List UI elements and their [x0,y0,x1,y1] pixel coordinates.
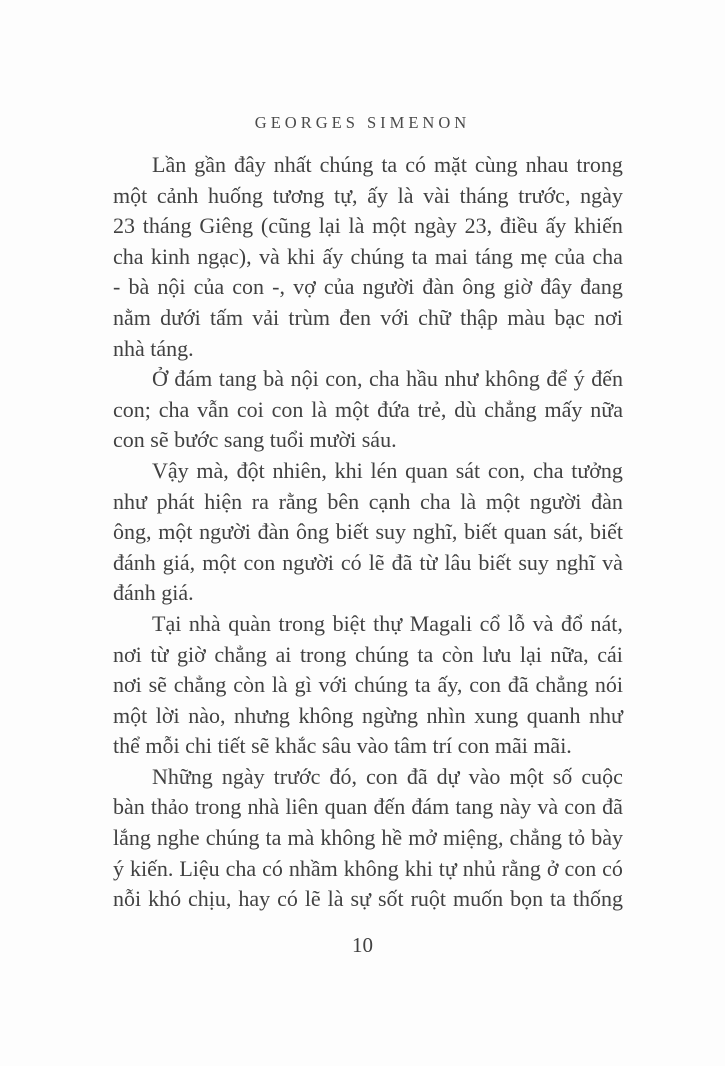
paragraph [113,456,623,609]
text-line: một cảnh huống tương tự, ấy là vài tháng trước, ngày [113,182,623,208]
text-line: Vậy mà, đột nhiên, khi lén quan sát con, cha tưởng [152,457,623,483]
text-line: Tại nhà quàn trong biệt thự Magali cổ lỗ và đổ nát, [152,610,623,636]
page-number: 10 [352,933,373,957]
text-line: đánh giá, một con người có lẽ đã từ lâu biết suy nghĩ và [113,549,623,575]
text-line: đánh giá. [113,580,194,606]
text-line: nỗi khó chịu, hay có lẽ là sự sốt ruột muốn bọn ta thống [113,886,623,912]
text-line: - bà nội của con -, vợ của người đàn ông giờ đây đang [113,274,623,300]
paragraph [113,364,623,456]
text-line: cha kinh ngạc), và khi ấy chúng ta mai táng mẹ của cha [113,243,623,269]
text-line: một lời nào, nhưng không ngừng nhìn xung quanh như [113,702,623,728]
body-text [113,150,623,915]
text-line: nằm dưới tấm vải trùm đen với chữ thập màu bạc nơi [113,304,623,330]
text-line: như phát hiện ra rằng bên cạnh cha là một người đàn [113,488,623,514]
text-line: 23 tháng Giêng (cũng lại là một ngày 23, điều ấy khiến [113,213,623,239]
text-line: nơi sẽ chẳng còn là gì với chúng ta ấy, con đã chẳng nói [113,672,623,698]
text-line: ông, một người đàn ông biết suy nghĩ, biết quan sát, biết [113,519,623,545]
text-line: ý kiến. Liệu cha có nhầm không khi tự nhủ rằng ở con có [113,855,623,881]
running-header: GEORGES SIMENON [254,113,471,132]
text-line: thể mỗi chi tiết sẽ khắc sâu vào tâm trí con mãi mãi. [113,733,572,759]
paragraph [113,609,623,762]
paragraph [113,150,623,364]
text-line: con sẽ bước sang tuổi mười sáu. [113,427,397,453]
paragraph [113,762,623,915]
text-line: nơi từ giờ chẳng ai trong chúng ta còn lưu lại nữa, cái [113,641,623,667]
text-line: Ở đám tang bà nội con, cha hầu như không để ý đến [152,366,623,392]
text-line: con; cha vẫn coi con là một đứa trẻ, dù chẳng mấy nữa [113,396,623,422]
text-line: bàn thảo trong nhà liên quan đến đám tang này và con đã [113,794,623,820]
text-line: Lần gần đây nhất chúng ta có mặt cùng nhau trong [152,152,623,177]
text-line: nhà táng. [113,335,194,361]
text-line: Những ngày trước đó, con đã dự vào một số cuộc [152,763,623,789]
text-line: lắng nghe chúng ta mà không hề mở miệng, chẳng tỏ bày [113,825,623,851]
